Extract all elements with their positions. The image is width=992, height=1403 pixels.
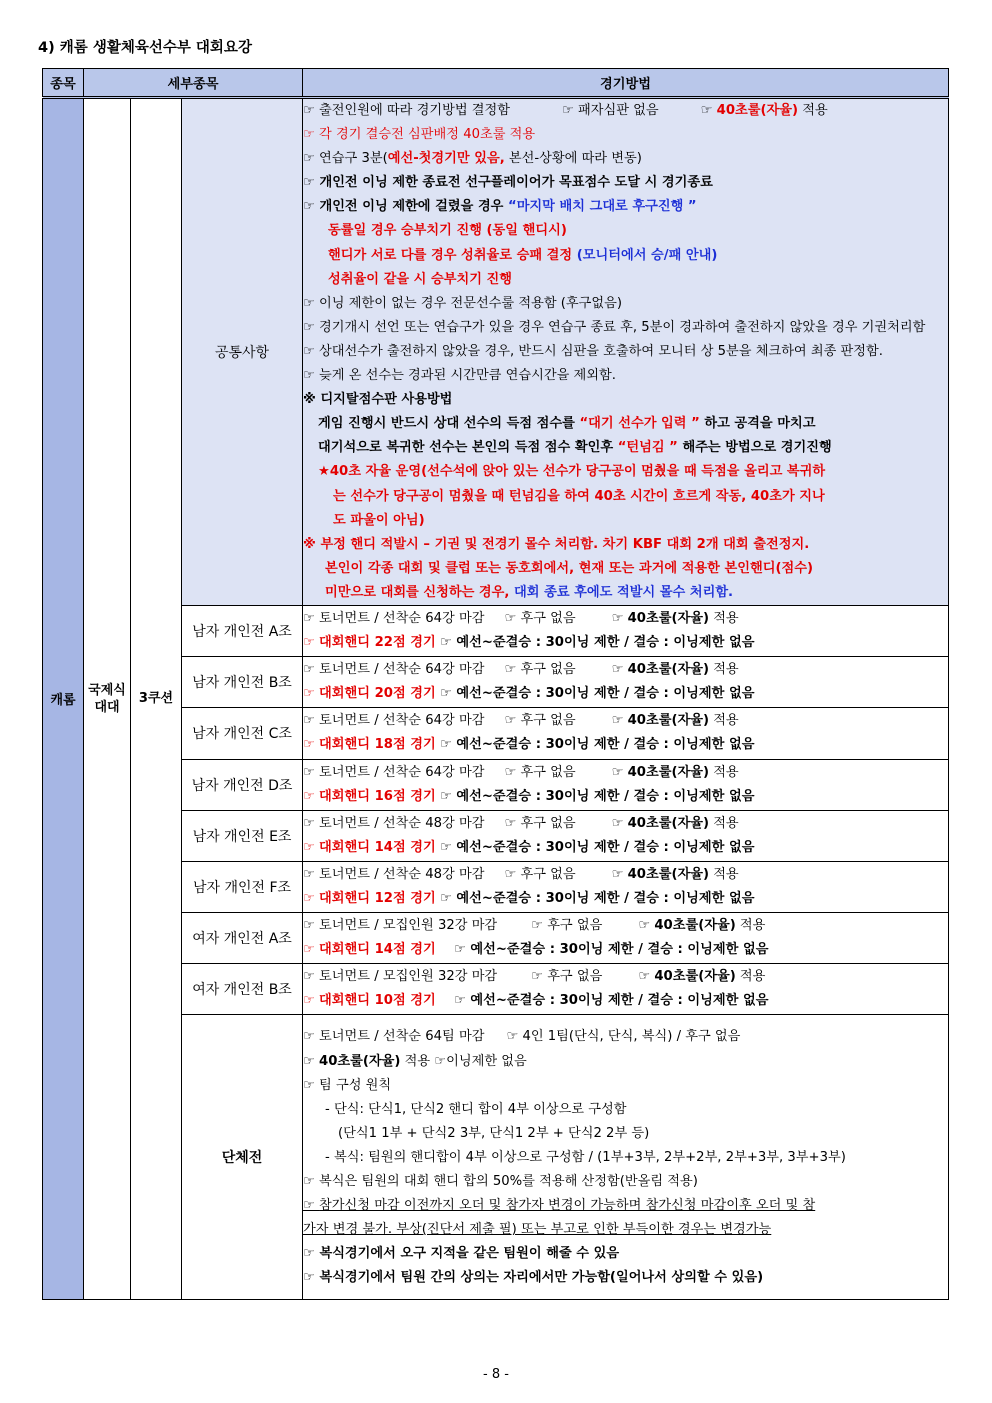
pointing-hand-icon: ☞ xyxy=(561,103,578,118)
text-span: 적용 xyxy=(709,764,739,780)
pointing-hand-icon: ☞ xyxy=(439,737,457,753)
division-method-cell xyxy=(303,810,949,861)
pointing-hand-icon: ☞ xyxy=(453,942,471,958)
method-line xyxy=(303,147,948,171)
text-span: 패자심판 없음 xyxy=(578,103,659,118)
text-span: “대기 선수가 입력 ” xyxy=(579,416,700,432)
common-method-cell xyxy=(303,98,949,606)
method-line xyxy=(303,733,948,757)
method-line xyxy=(303,887,948,911)
method-line xyxy=(303,658,948,682)
text-span: 토너먼트 / 선착순 48강 마감 xyxy=(319,815,485,831)
text-span: ★40초 자율 운영(선수석에 앉아 있는 선수가 당구공이 멈췄을 때 득점을 올리고 복귀하 xyxy=(318,464,826,480)
method-line xyxy=(303,965,948,989)
text-span: 늦게 온 선수는 경과된 시간만큼 연습시간을 제외함. xyxy=(319,368,616,384)
pointing-hand-icon: ☞ xyxy=(504,662,521,678)
pointing-hand-icon: ☞ xyxy=(303,788,320,804)
text-span: 도 파울이 아님) xyxy=(333,512,425,528)
competition-rules-table xyxy=(42,68,949,1300)
text-span: 적용 xyxy=(709,815,739,831)
text-span: 는 선수가 당구공이 멈췄을 때 턴넘김을 하여 xyxy=(333,488,595,504)
text-span: 40초룰(자율) xyxy=(319,1053,401,1069)
text-span: 적용 xyxy=(709,610,739,626)
pointing-hand-icon: ☞ xyxy=(303,1246,320,1262)
method-line xyxy=(303,171,948,195)
text-span: 개인전 이닝 제한에 걸렸을 경우 xyxy=(319,199,509,215)
method-line xyxy=(303,938,948,962)
text-span: 대회핸디 16점 경기 xyxy=(319,788,436,804)
method-line xyxy=(303,388,948,412)
method-line xyxy=(303,340,948,364)
pointing-hand-icon: ☞ xyxy=(504,713,521,729)
sub-event-text: 국제식 xyxy=(88,682,126,698)
pointing-hand-icon: ☞ xyxy=(303,295,320,311)
text-span: 토너먼트 / 모집인원 32강 마감 xyxy=(319,918,498,934)
text-span: 각 경기 결승전 심판배정 40초룰 적용 xyxy=(319,127,536,143)
text-span: 대회핸디 10점 경기 xyxy=(319,993,436,1009)
method-line xyxy=(303,268,948,292)
method-line xyxy=(303,1266,948,1290)
text-span: 예선~준결승 : 30이닝 제한 / 결승 : 이닝제한 없음 xyxy=(456,737,755,753)
pointing-hand-icon: ☞ xyxy=(303,1077,320,1093)
pointing-hand-icon: ☞ xyxy=(303,103,320,118)
method-line xyxy=(303,219,948,243)
text-span: 40초룰(자율) xyxy=(627,815,709,831)
method-line xyxy=(303,292,948,316)
pointing-hand-icon: ☞ xyxy=(303,1270,320,1286)
text-span: 후구 없음 xyxy=(520,610,576,626)
pointing-hand-icon: ☞ xyxy=(303,610,320,626)
text-span: 40초룰(자율) xyxy=(627,610,709,626)
method-line xyxy=(303,509,948,533)
pointing-hand-icon: ☞ xyxy=(303,993,320,1009)
method-line xyxy=(303,195,948,219)
text-span: 토너먼트 / 선착순 64강 마감 xyxy=(319,662,485,678)
division-method-cell xyxy=(303,657,949,708)
text-span: 경기개시 선언 또는 연습구가 있을 경우 연습구 종료 후, 5분이 경과하여 출전하지 않았을 경우 기권처리함 xyxy=(319,319,926,335)
text-span: 예선~준결승 : 30이닝 제한 / 결승 : 이닝제한 없음 xyxy=(456,635,755,651)
pointing-hand-icon: ☞ xyxy=(439,891,457,906)
text-span: 40초 xyxy=(594,488,626,504)
text-span: 후구 없음 xyxy=(520,866,576,882)
pointing-hand-icon: ☞ xyxy=(611,815,628,831)
text-span: 성취율이 같을 시 승부치기 진행 xyxy=(328,271,513,287)
text-span: 40초룰(자율) xyxy=(627,713,709,729)
text-span: ※ 디지탈점수판 사용방법 xyxy=(303,392,453,408)
method-line xyxy=(303,1122,948,1146)
text-span: 연습구 3분( xyxy=(319,151,388,167)
common-label-cell: 공통사항 xyxy=(182,98,303,606)
text-span: - 단식: 단식1, 단식2 핸디 합이 4부 이상으로 구성함 xyxy=(325,1101,627,1117)
method-line xyxy=(303,709,948,733)
pointing-hand-icon: ☞ xyxy=(611,662,628,678)
sub-event-cell xyxy=(84,98,131,1300)
method-line xyxy=(303,863,948,887)
method-line xyxy=(303,1098,948,1122)
text-span: 시간이 흐르게 작동, xyxy=(625,488,751,504)
text-span: 대회핸디 14점 경기 xyxy=(319,942,436,958)
text-span: 후구 없음 xyxy=(547,969,603,985)
division-method-cell xyxy=(303,708,949,759)
method-line xyxy=(303,1194,948,1218)
pointing-hand-icon: ☞ xyxy=(638,918,655,934)
method-line xyxy=(303,631,948,655)
team-label-cell: 단체전 xyxy=(182,1015,303,1299)
method-line xyxy=(303,1170,948,1194)
method-line xyxy=(303,989,948,1013)
division-method-cell xyxy=(303,759,949,810)
method-line xyxy=(303,1050,948,1074)
pointing-hand-icon: ☞ xyxy=(303,891,320,906)
text-span: 예선~준결승 : 30이닝 제한 / 결승 : 이닝제한 없음 xyxy=(456,686,755,702)
pointing-hand-icon: ☞ xyxy=(303,918,320,934)
text-span: (모니터에서 승/패 안내) xyxy=(576,247,718,263)
text-span: 토너먼트 / 선착순 64팀 마감 xyxy=(319,1029,485,1045)
text-span: 예선~준결승 : 30이닝 제한 / 결승 : 이닝제한 없음 xyxy=(456,839,755,855)
pointing-hand-icon: ☞ xyxy=(303,713,320,729)
method-line xyxy=(303,607,948,631)
pointing-hand-icon: ☞ xyxy=(638,969,655,985)
pointing-hand-icon: ☞ xyxy=(303,942,320,958)
pointing-hand-icon: ☞ xyxy=(611,866,628,882)
method-line xyxy=(303,460,948,484)
text-span: 40초룰(자율) xyxy=(627,866,709,882)
text-span: 40초룰(자율) xyxy=(627,764,709,780)
text-span: 적용 xyxy=(709,713,739,729)
division-name-cell: 여자 개인전 B조 xyxy=(182,964,303,1015)
text-span: 복식은 팀원의 대회 핸디 합의 50%를 적용해 산정함(반올림 적용) xyxy=(319,1174,698,1190)
text-span: 후구 없음 xyxy=(547,918,603,934)
pointing-hand-icon: ☞ xyxy=(303,662,320,678)
division-name-cell: 남자 개인전 D조 xyxy=(182,759,303,810)
text-span: 후구 없음 xyxy=(520,815,576,831)
text-span: 후구 없음 xyxy=(520,662,576,678)
method-line xyxy=(303,1218,948,1242)
pointing-hand-icon: ☞ xyxy=(303,368,320,384)
pointing-hand-icon: ☞ xyxy=(504,815,521,831)
header-method: 경기방법 xyxy=(303,69,949,98)
text-span: 이닝제한 없음 xyxy=(446,1053,527,1069)
method-line xyxy=(303,812,948,836)
text-span: 예선-첫경기만 있음, xyxy=(387,151,505,167)
method-line xyxy=(303,123,948,147)
pointing-hand-icon: ☞ xyxy=(303,151,320,167)
division-name-cell: 남자 개인전 E조 xyxy=(182,810,303,861)
text-span: 적용 xyxy=(735,969,766,985)
text-span: 40초룰(자율) xyxy=(654,969,736,985)
division-method-cell xyxy=(303,605,949,656)
text-span: 적용 xyxy=(709,866,739,882)
text-span: 토너먼트 / 선착순 64강 마감 xyxy=(319,713,485,729)
text-span: 핸디가 서로 다를 경우 성취율로 승패 결정 xyxy=(328,247,577,263)
pointing-hand-icon: ☞ xyxy=(303,1198,320,1214)
pointing-hand-icon: ☞ xyxy=(504,610,521,626)
text-span: 후구 없음 xyxy=(520,764,576,780)
text-span: 대회핸디 12점 경기 xyxy=(319,891,436,906)
division-name-cell: 남자 개인전 B조 xyxy=(182,657,303,708)
method-line xyxy=(303,557,948,581)
text-span: 적용 xyxy=(709,662,739,678)
pointing-hand-icon: ☞ xyxy=(611,610,628,626)
pointing-hand-icon: ☞ xyxy=(303,175,320,191)
text-span: 해주는 방법으로 경기진행 xyxy=(677,440,832,456)
pointing-hand-icon: ☞ xyxy=(439,686,457,702)
method-line xyxy=(303,364,948,388)
pointing-hand-icon: ☞ xyxy=(303,764,320,780)
text-span: 하고 공격을 마치고 xyxy=(699,416,816,432)
pointing-hand-icon: ☞ xyxy=(439,839,457,855)
event-cell: 캐롬 xyxy=(43,98,84,1300)
method-line xyxy=(303,1074,948,1098)
pointing-hand-icon: ☞ xyxy=(303,127,320,143)
text-span: 참가신청 마감 이전까지 오더 및 참가자 변경이 가능하며 참가신청 마감이후 오더 및 참 xyxy=(319,1198,816,1214)
pointing-hand-icon: ☞ xyxy=(453,993,471,1009)
text-span: 40초룰(자율) xyxy=(716,103,799,118)
pointing-hand-icon: ☞ xyxy=(531,918,548,934)
pointing-hand-icon: ☞ xyxy=(303,815,320,831)
text-span: - 복식: 팀원의 핸디합이 4부 이상으로 구성함 / (1부+3부, 2부+2부, 2부+3부, 3부+3부) xyxy=(325,1149,846,1165)
text-span: 40초룰(자율) xyxy=(654,918,736,934)
text-span: 본인이 각종 대회 및 클럽 또는 동호회에서, 현재 또는 과거에 적용한 본인핸디(점수) xyxy=(325,560,813,576)
section-heading: 4) 캐롬 생활체육선수부 대회요강 xyxy=(38,40,252,56)
pointing-hand-icon: ☞ xyxy=(700,103,717,118)
pointing-hand-icon: ☞ xyxy=(303,319,320,335)
text-span: 토너먼트 / 선착순 64강 마감 xyxy=(319,610,485,626)
text-span: 토너먼트 / 선착순 48강 마감 xyxy=(319,866,485,882)
text-span: 상대선수가 출전하지 않았을 경우, 반드시 심판을 호출하여 모니터 상 5분을 체크하여 최종 판정함. xyxy=(319,343,883,359)
method-line xyxy=(303,761,948,785)
text-span: 미만으로 대회를 신청하는 경우, xyxy=(325,584,515,600)
text-span: 예선~준결승 : 30이닝 제한 / 결승 : 이닝제한 없음 xyxy=(456,891,755,906)
text-span: 40초가 지나 xyxy=(750,488,825,504)
method-line xyxy=(303,581,948,605)
method-line xyxy=(303,914,948,938)
text-span: 가자 변경 불가. 부상(진단서 제출 필) 또는 부고로 인한 부득이한 경우는 변경가능 xyxy=(303,1222,772,1238)
pointing-hand-icon: ☞ xyxy=(303,686,320,702)
text-span: 팀 구성 원칙 xyxy=(319,1077,392,1093)
text-span: “마지막 배치 그대로 후구진행 ” xyxy=(508,199,697,215)
method-line xyxy=(303,533,948,557)
text-span: “턴넘김 ” xyxy=(617,440,678,456)
text-span: 이닝 제한이 없는 경우 전문선수룰 적용함 (후구없음) xyxy=(319,295,623,311)
pointing-hand-icon: ☞ xyxy=(611,713,628,729)
text-span: (단식1 1부 + 단식2 3부, 단식1 2부 + 단식2 2부 등) xyxy=(338,1125,650,1141)
division-name-cell: 남자 개인전 F조 xyxy=(182,861,303,912)
text-span: 4인 1팀(단식, 단식, 복식) / 후구 없음 xyxy=(522,1029,741,1045)
text-span: 예선~준결승 : 30이닝 제한 / 결승 : 이닝제한 없음 xyxy=(456,788,755,804)
pointing-hand-icon: ☞ xyxy=(504,764,521,780)
pointing-hand-icon: ☞ xyxy=(531,969,548,985)
division-name-cell: 남자 개인전 A조 xyxy=(182,605,303,656)
method-line xyxy=(303,1025,948,1049)
method-line xyxy=(303,785,948,809)
pointing-hand-icon: ☞ xyxy=(439,788,457,804)
pointing-hand-icon: ☞ xyxy=(303,839,320,855)
division-method-cell xyxy=(303,964,949,1015)
sub-event-text: 대대 xyxy=(94,699,120,715)
pointing-hand-icon: ☞ xyxy=(303,1174,320,1190)
pointing-hand-icon: ☞ xyxy=(434,1053,447,1069)
text-span: 예선~준결승 : 30이닝 제한 / 결승 : 이닝제한 없음 xyxy=(470,993,769,1009)
text-span: ※ 부정 핸디 적발시 – 기권 및 전경기 몰수 처리함. 차기 KBF 대회 2개 대회 출전정지. xyxy=(303,536,810,552)
header-event: 종목 xyxy=(43,69,84,98)
pointing-hand-icon: ☞ xyxy=(611,764,628,780)
method-line xyxy=(303,412,948,436)
text-span: 적용 xyxy=(400,1053,435,1069)
pointing-hand-icon: ☞ xyxy=(303,737,320,753)
text-span: 토너먼트 / 모집인원 32강 마감 xyxy=(319,969,498,985)
method-line xyxy=(303,1146,948,1170)
text-span: 후구 없음 xyxy=(520,713,576,729)
pointing-hand-icon: ☞ xyxy=(303,1053,320,1069)
method-line xyxy=(303,485,948,509)
text-span: 대기석으로 복귀한 선수는 본인의 득점 점수 확인후 xyxy=(318,440,618,456)
text-span: 대회핸디 20점 경기 xyxy=(319,686,436,702)
method-line xyxy=(303,682,948,706)
pointing-hand-icon: ☞ xyxy=(303,635,320,651)
table-header-row xyxy=(43,69,949,98)
method-line xyxy=(303,836,948,860)
pointing-hand-icon: ☞ xyxy=(504,866,521,882)
text-span: 적용 xyxy=(735,918,766,934)
text-span: 복식경기에서 오구 지적을 같은 팀원이 해줄 수 있음 xyxy=(319,1246,620,1262)
text-span: 본선-상황에 따라 변동) xyxy=(504,151,642,167)
header-sub-event: 세부종목 xyxy=(84,69,303,98)
text-span: 대회핸디 22점 경기 xyxy=(319,635,436,651)
text-span: 대회핸디 18점 경기 xyxy=(319,737,436,753)
method-line xyxy=(303,316,948,340)
division-method-cell xyxy=(303,861,949,912)
method-line xyxy=(303,244,948,268)
division-name-cell: 남자 개인전 C조 xyxy=(182,708,303,759)
text-span: 복식경기에서 팀원 간의 상의는 자리에서만 가능함(일어나서 상의할 수 있음) xyxy=(319,1270,764,1286)
pointing-hand-icon: ☞ xyxy=(303,199,320,215)
cushion-cell: 3쿠션 xyxy=(131,98,182,1300)
method-line xyxy=(303,436,948,460)
text-span: 출전인원에 따라 경기방법 결정함 xyxy=(319,103,510,118)
pointing-hand-icon: ☞ xyxy=(303,866,320,882)
method-line xyxy=(303,1242,948,1266)
text-span: 토너먼트 / 선착순 64강 마감 xyxy=(319,764,485,780)
team-method-cell xyxy=(303,1015,949,1299)
text-span: 동률일 경우 승부치기 진행 (동일 핸디시) xyxy=(328,223,567,239)
text-span: 적용 xyxy=(798,103,828,118)
text-span: 예선~준결승 : 30이닝 제한 / 결승 : 이닝제한 없음 xyxy=(470,942,769,958)
page-number: - 8 - xyxy=(483,1367,509,1382)
pointing-hand-icon: ☞ xyxy=(303,1029,320,1045)
pointing-hand-icon: ☞ xyxy=(303,343,320,359)
division-name-cell: 여자 개인전 A조 xyxy=(182,913,303,964)
method-line xyxy=(303,99,948,123)
text-span: 개인전 이닝 제한 종료전 선구플레이어가 목표점수 도달 시 경기종료 xyxy=(319,175,713,191)
text-span: 40초룰(자율) xyxy=(627,662,709,678)
text-span: 대회핸디 14점 경기 xyxy=(319,839,436,855)
pointing-hand-icon: ☞ xyxy=(506,1029,523,1045)
table-row-common xyxy=(43,98,949,606)
division-method-cell xyxy=(303,913,949,964)
text-span: 대회 종료 후에도 적발시 몰수 처리함. xyxy=(514,584,734,600)
text-span: 게임 진행시 반드시 상대 선수의 득점 점수를 xyxy=(318,416,580,432)
pointing-hand-icon: ☞ xyxy=(303,969,320,985)
pointing-hand-icon: ☞ xyxy=(439,635,457,651)
